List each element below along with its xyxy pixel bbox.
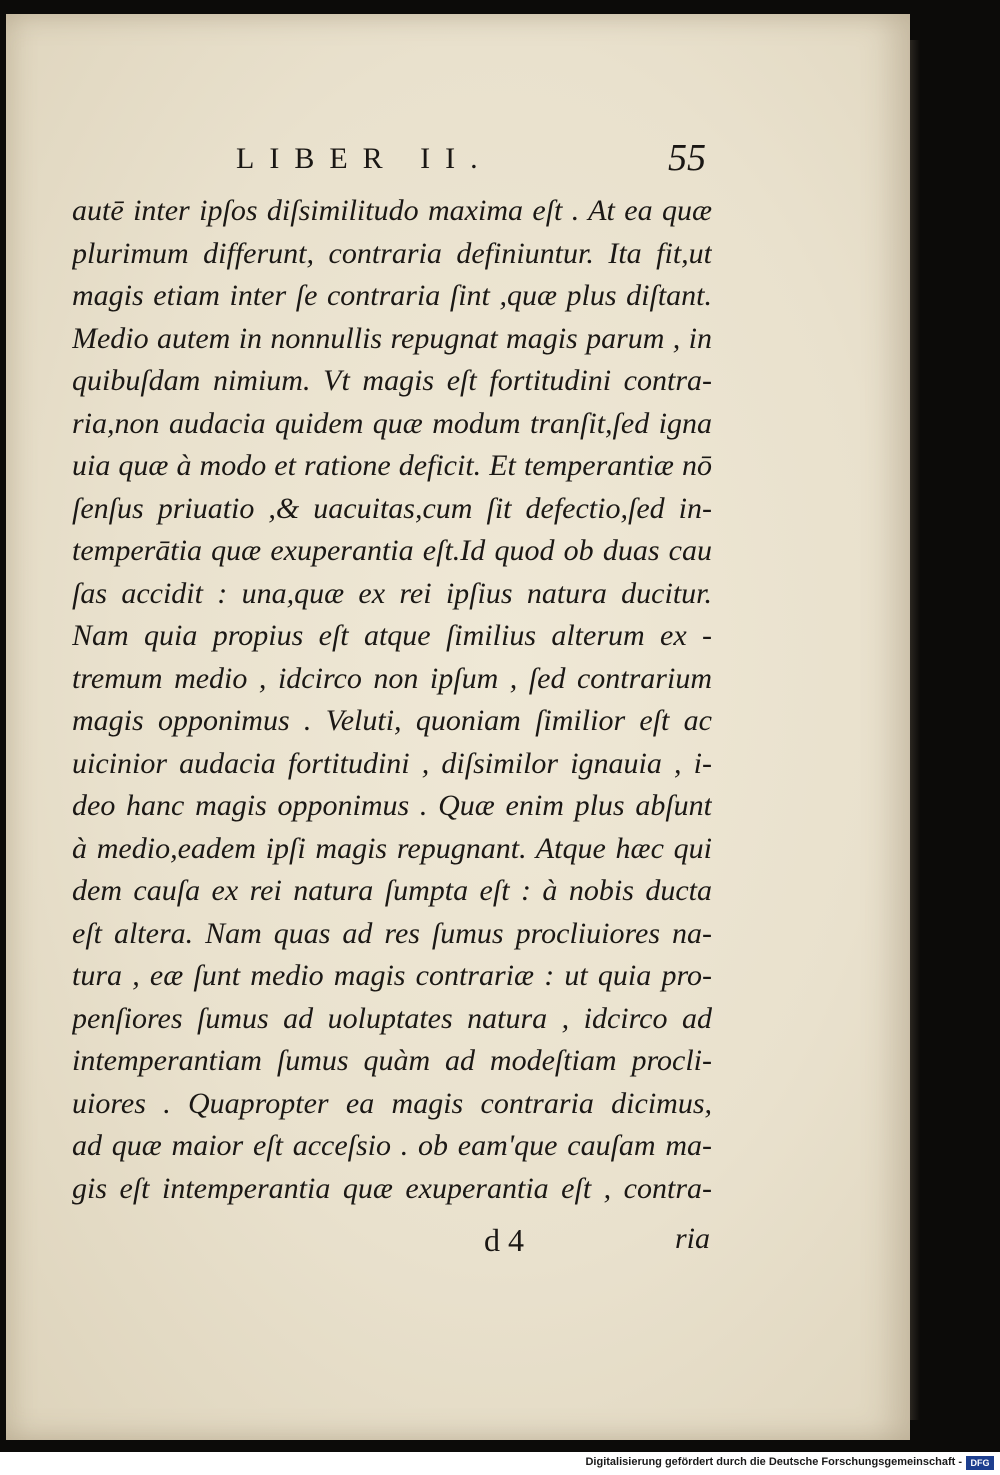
catchword: ria	[674, 1222, 710, 1255]
text-line: quibuſdam nimium. Vt magis eſt fortitudini contra-	[72, 364, 712, 397]
running-title: LIBER II.	[236, 142, 493, 175]
text-line: ſenſus priuatio ,& uacuitas,cum ſit defectio,ſed in-	[72, 491, 712, 525]
text-line: plurimum differunt, contraria definiuntur. Ita fit,ut	[72, 236, 712, 270]
text-line: penſiores ſumus ad uoluptates natura , idcirco ad	[72, 1001, 712, 1035]
text-line: ſas accidit : una,quæ ex rei ipſius natura ducitur.	[72, 576, 712, 610]
credit-text: Digitalisierung gefördert durch die Deutsche Forschungsgemeinschaft -	[585, 1456, 962, 1468]
page-edge	[910, 40, 920, 1420]
text-line: uiores . Quapropter ea magis contraria dicimus,	[72, 1086, 712, 1120]
text-line: temperātia quæ exuperantia eſt.Id quod ob duas cau	[72, 534, 712, 567]
text-line: ria,non audacia quidem quæ modum tranſit,ſed igna	[72, 406, 712, 440]
text-line: Nam quia propius eſt atque ſimilius alterum ex -	[72, 619, 712, 652]
running-head	[76, 137, 712, 184]
text-line: tura , eæ ſunt medio magis contrariæ : ut quia pro-	[72, 959, 712, 992]
signature-mark: d 4	[484, 1222, 524, 1258]
text-line: deo hanc magis opponimus . Quæ enim plus abſunt	[72, 789, 712, 822]
text-line: ad quæ maior eſt acceſsio . ob eam'que cauſam ma-	[72, 1129, 712, 1162]
page-footer	[72, 1222, 712, 1266]
text-line: dem cauſa ex rei natura ſumpta eſt : à nobis ducta	[72, 874, 712, 907]
text-line: uia quæ à modo et ratione deficit. Et temperantiæ nō	[72, 449, 712, 482]
text-line: uicinior audacia fortitudini , diſsimilor ignauia , i-	[72, 746, 712, 780]
text-line: à medio,eadem ipſi magis repugnant. Atque hæc qui	[72, 831, 712, 865]
dfg-logo: DFG	[966, 1456, 994, 1470]
credit-bar	[0, 1452, 1000, 1475]
text-line: Medio autem in nonnullis repugnat magis parum , in	[72, 321, 712, 355]
text-line: tremum medio , idcirco non ipſum , ſed contrarium	[72, 661, 712, 695]
text-line: intemperantiam ſumus quàm ad modeſtiam procli-	[72, 1044, 712, 1077]
text-line: magis opponimus . Veluti, quoniam ſimilior eſt ac	[72, 704, 712, 737]
body-text	[72, 190, 712, 1210]
text-line: eſt altera. Nam quas ad res ſumus procliuiores na-	[72, 916, 712, 950]
text-line: magis etiam inter ſe contraria ſint ,quæ plus diſtant.	[72, 279, 712, 312]
page-number: 55	[668, 137, 706, 179]
text-line: autē inter ipſos diſsimilitudo maxima eſt . At ea quæ	[72, 194, 712, 227]
text-line: gis eſt intemperantia quæ exuperantia eſt , contra-	[72, 1171, 712, 1205]
